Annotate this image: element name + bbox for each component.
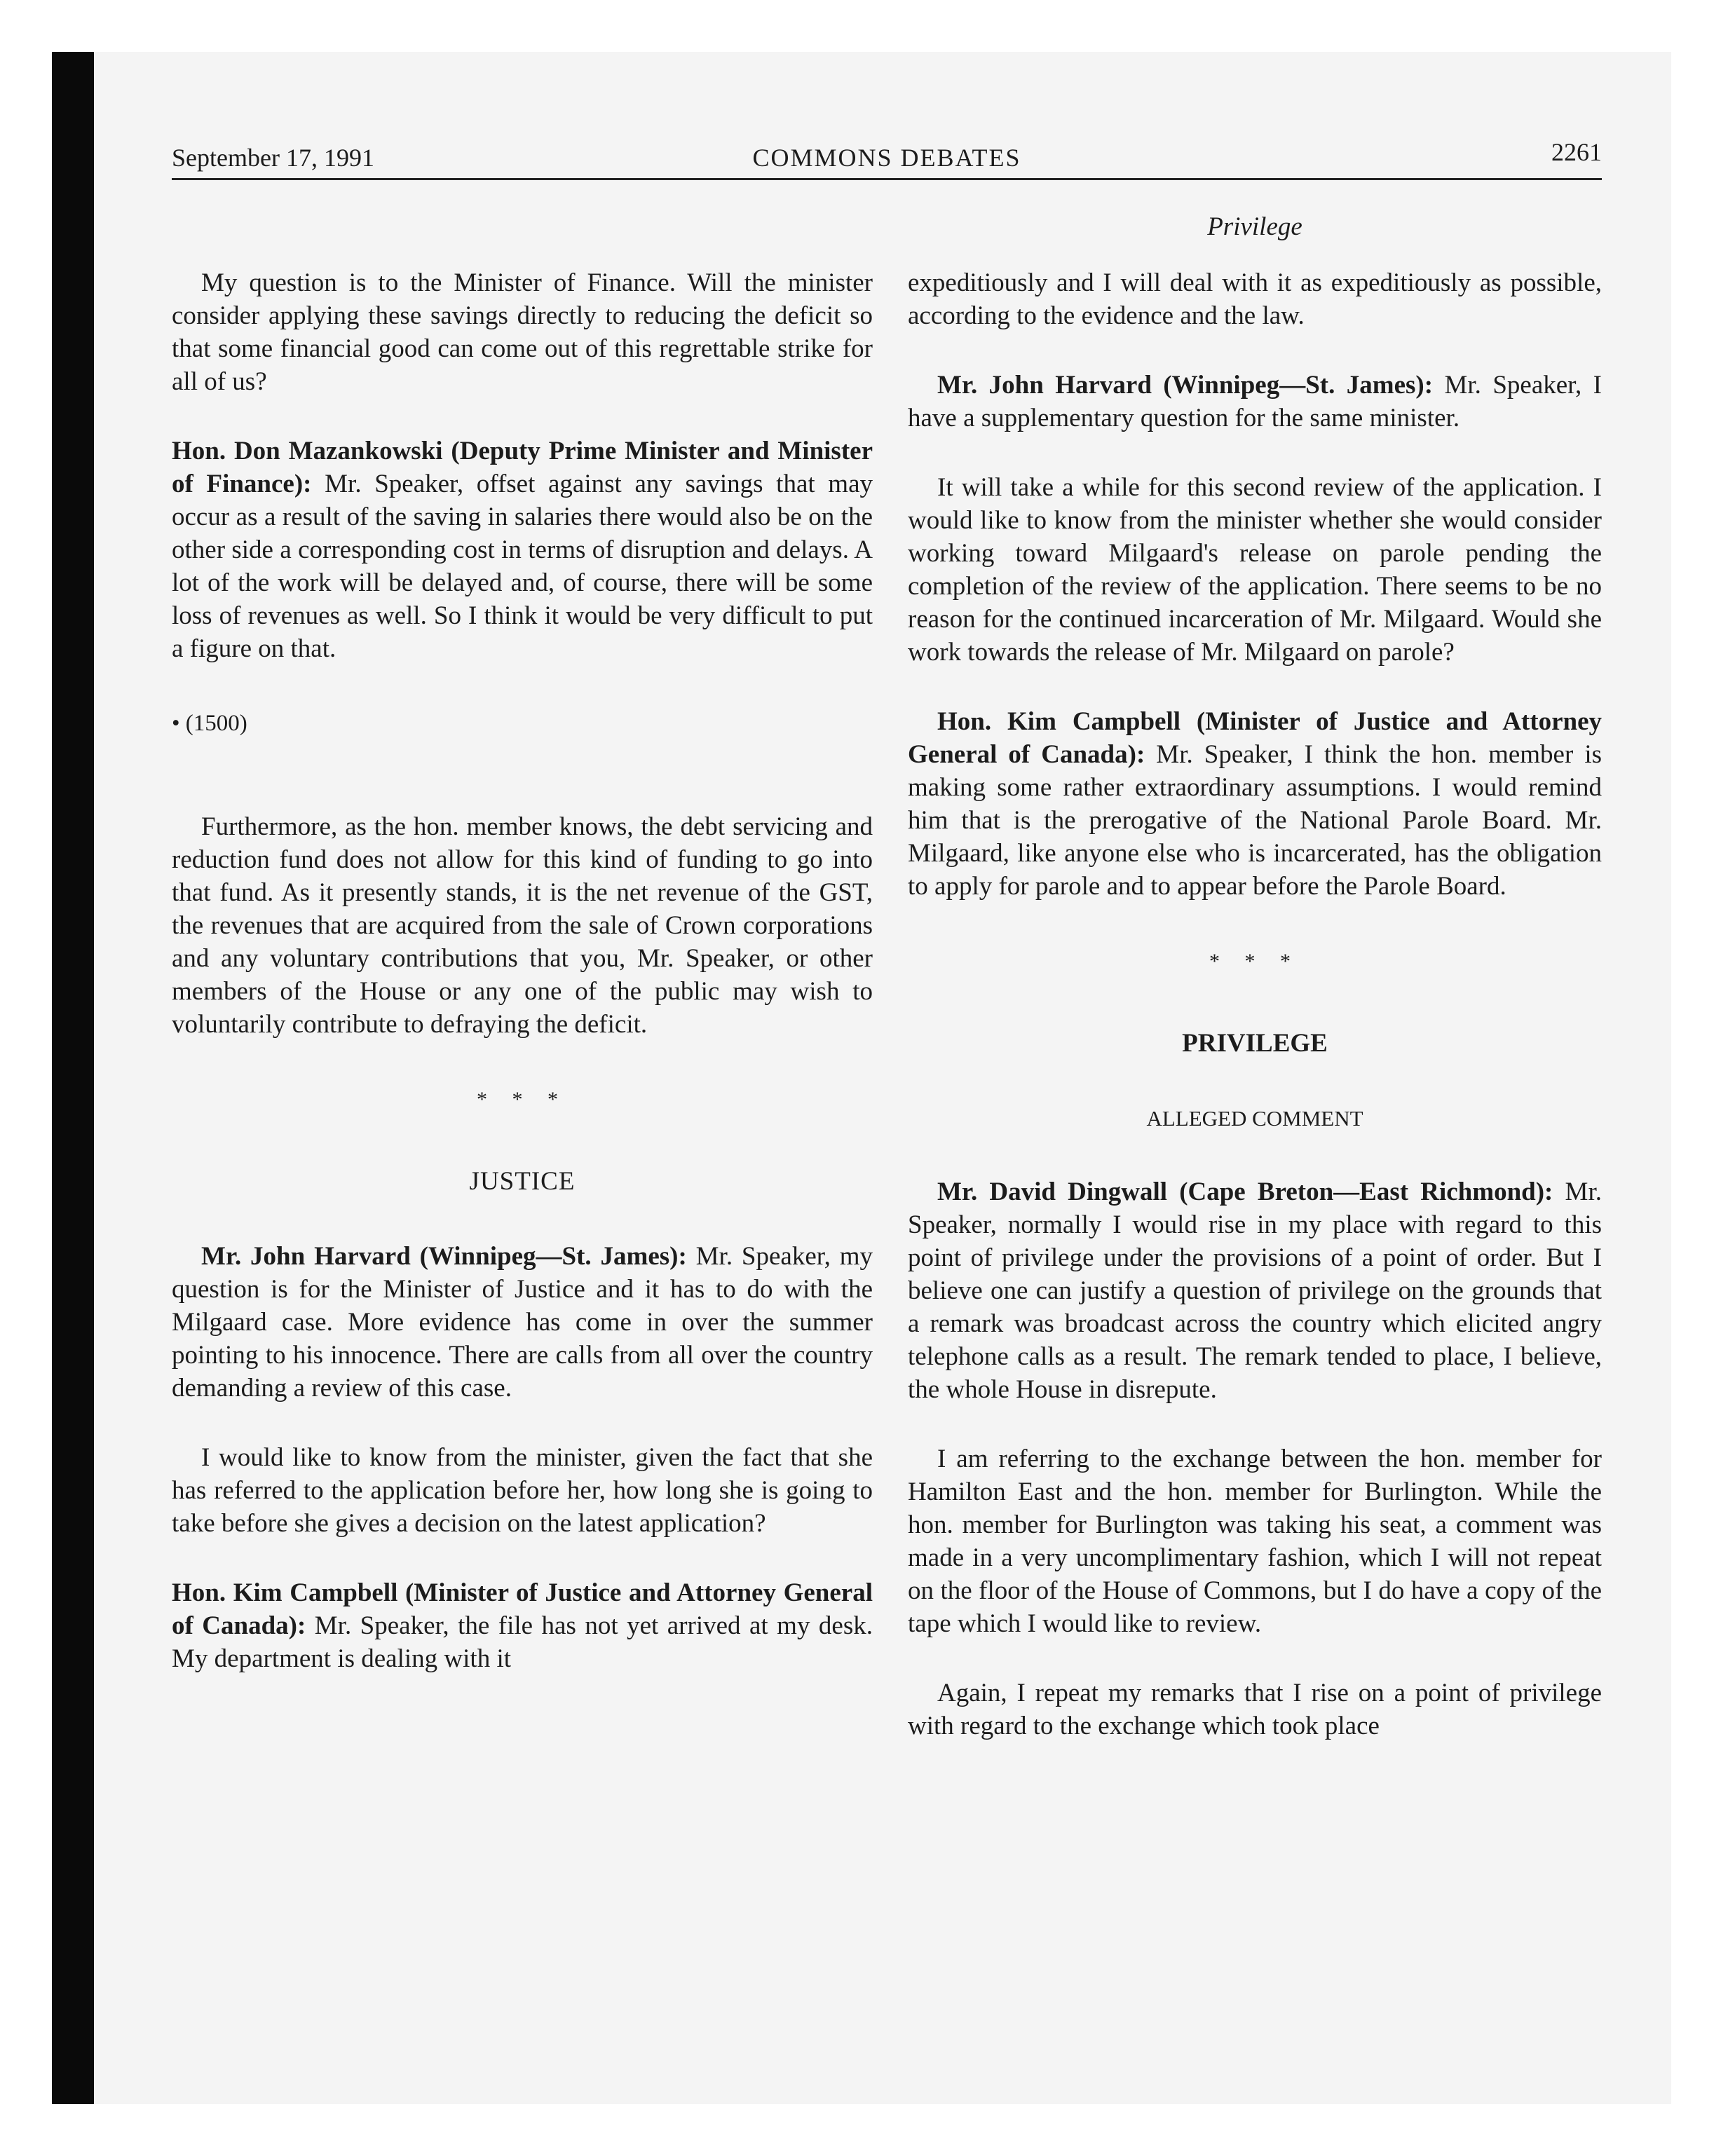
running-header	[172, 137, 1602, 177]
paragraph: It will take a while for this second review of the application. I would like to know from the minister whether she would consider working toward Milgaard's release on parole pending the completion of the review of the application. There seems to be no reason for the continued incarceration of Mr. Milgaard. Would she work towards the release of Mr. Milgaard on parole?	[908, 473, 1602, 667]
section-heading: JUSTICE	[469, 1167, 576, 1196]
speaker-name: Mr. John Harvard (Winnipeg—St. James):	[937, 371, 1434, 400]
speech-text: Mr. Speaker, I think the hon. member is making some rather extraordinary assumptions. I would remind him that is the prerogative of the National Parole Board. Mr. Milgaard, like anyone else who is incarcerated, has the obligation to apply for parole and to appear before the Parole Board.	[908, 740, 1602, 901]
right-column	[908, 266, 1602, 1779]
section-divider: * * *	[477, 1088, 568, 1111]
header-rule	[172, 178, 1602, 180]
section-heading: PRIVILEGE	[1182, 1029, 1328, 1058]
time-marker: • (1500)	[172, 711, 247, 736]
speaker-name: Mr. John Harvard (Winnipeg—St. James):	[201, 1242, 687, 1271]
section-divider: * * *	[1209, 950, 1300, 973]
speaker-name: Hon. Kim Campbell (Minister of Justice and Attorney General of Canada):	[172, 1578, 873, 1640]
paragraph: Furthermore, as the hon. member knows, the debt servicing and reduction fund does not allow for this kind of funding to go into that fund. As it presently stands, it is the net revenue of the GST, the revenues that are acquired from the sale of Crown corporations and any voluntary contributions that you, Mr. Speaker, or other members of the House or any one of the public may wish to voluntarily contribute to defraying the deficit.	[172, 812, 873, 1039]
speech-text: Mr. Speaker, I have a supplementary question for the same minister.	[908, 371, 1602, 432]
left-column	[172, 266, 873, 1712]
paragraph: My question is to the Minister of Finance. Will the minister consider applying these savings directly to reducing the deficit so that some financial good can come out of this regrettable strike for all of us?	[172, 268, 873, 396]
paragraph: I am referring to the exchange between the hon. member for Hamilton East and the hon. member for Burlington. While the hon. member for Burlington was taking his seat, a comment was made in a very uncomplimentary fashion, which I will not repeat on the floor of the House of Commons, but I do have a copy of the tape which I would like to review.	[908, 1445, 1602, 1638]
paragraph	[172, 435, 873, 665]
page-number: 2261	[1551, 138, 1602, 166]
paragraph: Again, I repeat my remarks that I rise on a point of privilege with regard to the exchange which took place	[908, 1679, 1602, 1740]
paragraph	[172, 1240, 873, 1405]
section-rubric: Privilege	[1207, 212, 1302, 241]
header-title: COMMONS DEBATES	[752, 144, 1021, 172]
speech-text: Mr. Speaker, offset against any savings that may occur as a result of the saving in salaries there would also be on the other side a corresponding cost in terms of disruption and delays. A lot of the work will be delayed and, of course, there will be some loss of revenues as well. So I think it would be very difficult to put a figure on that.	[172, 470, 873, 663]
scan-edge-shadow	[52, 52, 94, 2104]
section-subheading: ALLEGED COMMENT	[1146, 1106, 1363, 1131]
speaker-name: Mr. David Dingwall (Cape Breton—East Richmond):	[937, 1178, 1553, 1206]
paragraph	[908, 1175, 1602, 1406]
paragraph	[172, 1576, 873, 1675]
speech-text: Mr. Speaker, my question is for the Minister of Justice and it has to do with the Milgaard case. More evidence has come in over the summer pointing to his innocence. There are calls from all over the country demanding a review of this case.	[172, 1242, 873, 1403]
speech-text: Mr. Speaker, the file has not yet arrived at my desk. My department is dealing with it	[172, 1611, 873, 1673]
paragraph	[908, 705, 1602, 903]
speech-text: Mr. Speaker, normally I would rise in my place with regard to this point of privilege under the provisions of a point of order. But I believe one can justify a question of privilege on the grounds that a remark was broadcast across the country which elicited angry telephone calls as a result. The remark tended to place, I believe, the whole House in disrepute.	[908, 1178, 1602, 1404]
paragraph: I would like to know from the minister, given the fact that she has referred to the application before her, how long she is going to take before she gives a decision on the latest application?	[172, 1443, 873, 1538]
paragraph: expeditiously and I will deal with it as expeditiously as possible, according to the evidence and the law.	[908, 268, 1602, 330]
speaker-name: Hon. Kim Campbell (Minister of Justice and Attorney General of Canada):	[908, 707, 1602, 769]
header-date: September 17, 1991	[172, 144, 374, 172]
speaker-name: Hon. Don Mazankowski (Deputy Prime Minister and Minister of Finance):	[172, 437, 873, 498]
paragraph	[908, 369, 1602, 435]
